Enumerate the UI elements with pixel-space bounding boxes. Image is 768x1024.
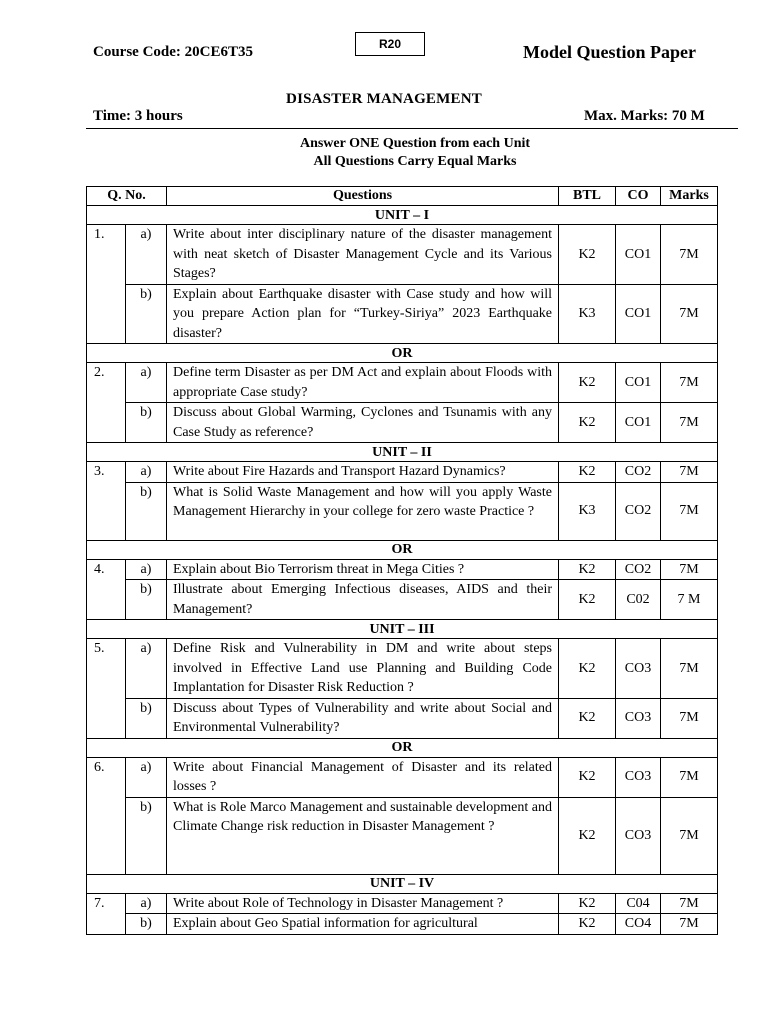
question-text: Write about Financial Management of Disaster and its related losses ? [167,757,559,797]
co-cell: CO3 [616,797,661,874]
marks-cell: 7 M [661,580,718,620]
or-row [87,738,718,757]
co-cell: CO1 [616,284,661,344]
or-row [87,540,718,559]
or-separator: OR [87,738,718,757]
questions-table [86,186,718,935]
part-label: b) [126,580,167,620]
or-separator: OR [87,344,718,363]
header-co: CO [616,187,661,206]
co-cell: CO1 [616,363,661,403]
question-text: What is Role Marco Management and sustainable development and Climate Change risk reduction in Disaster Management ? [167,797,559,874]
co-cell: CO3 [616,757,661,797]
question-part-row [87,225,718,285]
question-number: 6. [87,757,126,874]
question-number: 3. [87,462,126,541]
btl-cell: K2 [559,797,616,874]
question-part-row [87,797,718,874]
question-part-row [87,482,718,540]
unit-heading: UNIT – I [87,206,718,225]
instruction-line-2: All Questions Carry Equal Marks [313,154,517,169]
marks-cell: 7M [661,757,718,797]
marks-cell: 7M [661,403,718,443]
marks-cell: 7M [661,639,718,699]
unit-heading: UNIT – II [87,443,718,462]
marks-cell: 7M [661,893,718,914]
question-text: Discuss about Types of Vulnerability and write about Social and Environmental Vulnerability? [167,698,559,738]
marks-cell: 7M [661,698,718,738]
btl-cell: K2 [559,559,616,580]
subject-title: DISASTER MANAGEMENT [286,91,482,107]
part-label: b) [126,914,167,935]
part-label: a) [126,462,167,483]
co-cell: CO3 [616,698,661,738]
part-label: a) [126,757,167,797]
or-separator: OR [87,540,718,559]
question-part-row [87,559,718,580]
part-label: b) [126,403,167,443]
regulation-box: R20 [355,32,425,56]
part-label: a) [126,639,167,699]
btl-cell: K2 [559,639,616,699]
question-number: 7. [87,893,126,934]
btl-cell: K2 [559,462,616,483]
marks-cell: 7M [661,914,718,935]
co-cell: CO2 [616,462,661,483]
part-label: a) [126,893,167,914]
question-text: Write about inter disciplinary nature of the disaster management with neat sketch of Disaster Management Cycle and its Various Stages? [167,225,559,285]
part-label: a) [126,363,167,403]
question-text: Explain about Earthquake disaster with Case study and how will you prepare Action plan for “Turkey-Siriya” 2023 Earthquake disaster? [167,284,559,344]
btl-cell: K2 [559,580,616,620]
or-row [87,344,718,363]
question-part-row [87,284,718,344]
co-cell: CO2 [616,559,661,580]
exam-duration: Time: 3 hours [93,108,183,124]
question-part-row [87,363,718,403]
course-code: Course Code: 20CE6T35 [93,44,253,60]
marks-cell: 7M [661,225,718,285]
co-cell: CO1 [616,403,661,443]
co-cell: C04 [616,893,661,914]
header-divider [86,128,738,129]
marks-cell: 7M [661,363,718,403]
part-label: b) [126,797,167,874]
question-number: 1. [87,225,126,344]
question-number: 5. [87,639,126,739]
marks-cell: 7M [661,559,718,580]
question-number: 2. [87,363,126,443]
part-label: a) [126,225,167,285]
co-cell: CO1 [616,225,661,285]
unit-heading: UNIT – IV [87,874,718,893]
question-text: Define Risk and Vulnerability in DM and write about steps involved in Effective Land use Planning and Building Code Implantation for Disaster Risk Reduction ? [167,639,559,699]
header-marks: Marks [661,187,718,206]
btl-cell: K2 [559,403,616,443]
btl-cell: K3 [559,284,616,344]
co-cell: CO2 [616,482,661,540]
co-cell: C02 [616,580,661,620]
question-text: Explain about Bio Terrorism threat in Mega Cities ? [167,559,559,580]
marks-cell: 7M [661,462,718,483]
part-label: b) [126,482,167,540]
question-text: Explain about Geo Spatial information for agricultural [167,914,559,935]
question-part-row [87,639,718,699]
btl-cell: K3 [559,482,616,540]
question-text: Illustrate about Emerging Infectious diseases, AIDS and their Management? [167,580,559,620]
paper-type-title: Model Question Paper [523,42,696,62]
question-part-row [87,757,718,797]
btl-cell: K2 [559,363,616,403]
question-number: 4. [87,559,126,620]
part-label: b) [126,284,167,344]
question-part-row [87,914,718,935]
question-part-row [87,580,718,620]
question-part-row [87,462,718,483]
part-label: a) [126,559,167,580]
question-part-row [87,698,718,738]
btl-cell: K2 [559,893,616,914]
table-header-row [87,187,718,206]
header-questions: Questions [167,187,559,206]
question-text: Define term Disaster as per DM Act and explain about Floods with appropriate Case study? [167,363,559,403]
btl-cell: K2 [559,757,616,797]
header-btl: BTL [559,187,616,206]
part-label: b) [126,698,167,738]
question-part-row [87,893,718,914]
marks-cell: 7M [661,284,718,344]
header-qno: Q. No. [87,187,167,206]
question-text: What is Solid Waste Management and how will you apply Waste Management Hierarchy in your college for zero waste Practice ? [167,482,559,540]
unit-row [87,620,718,639]
unit-heading: UNIT – III [87,620,718,639]
unit-row [87,206,718,225]
unit-row [87,443,718,462]
question-text: Discuss about Global Warming, Cyclones and Tsunamis with any Case Study as reference? [167,403,559,443]
question-text: Write about Fire Hazards and Transport Hazard Dynamics? [167,462,559,483]
btl-cell: K2 [559,914,616,935]
question-text: Write about Role of Technology in Disaster Management ? [167,893,559,914]
question-part-row [87,403,718,443]
instruction-line-1: Answer ONE Question from each Unit [299,136,531,151]
marks-cell: 7M [661,482,718,540]
unit-row [87,874,718,893]
max-marks: Max. Marks: 70 M [584,108,705,124]
btl-cell: K2 [559,698,616,738]
co-cell: CO4 [616,914,661,935]
co-cell: CO3 [616,639,661,699]
marks-cell: 7M [661,797,718,874]
btl-cell: K2 [559,225,616,285]
